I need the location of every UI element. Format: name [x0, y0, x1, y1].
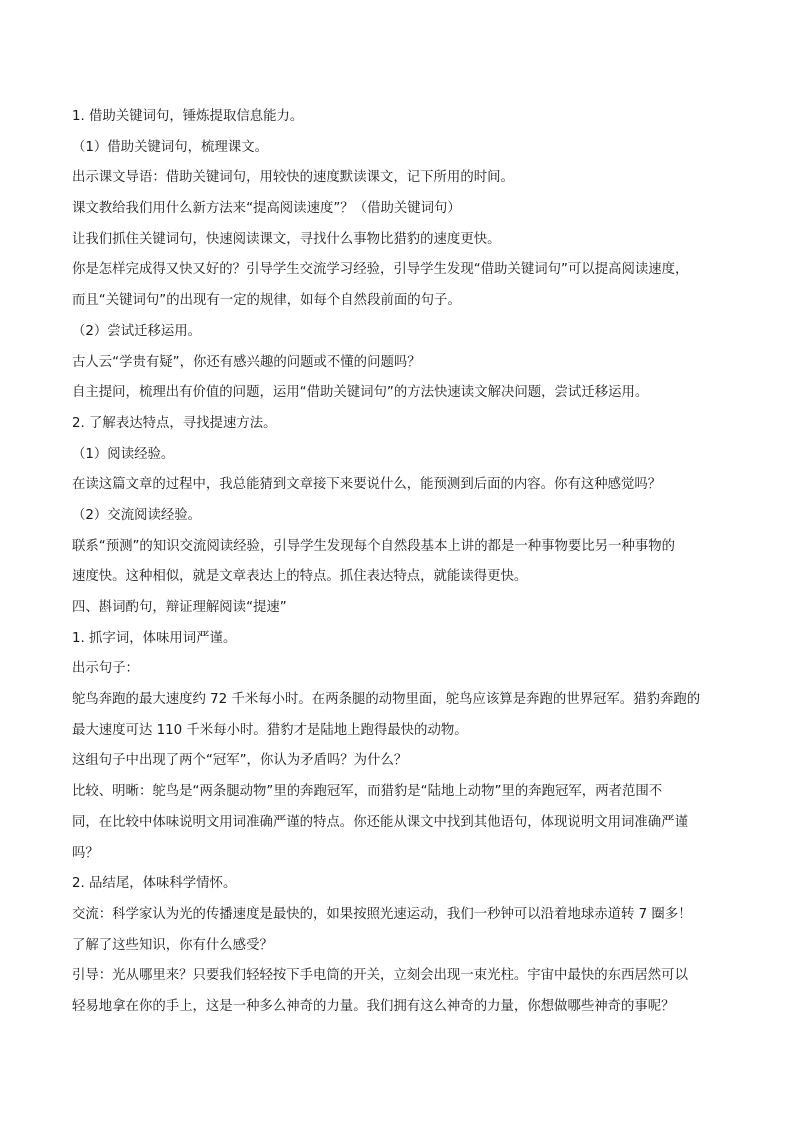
text-line-25: 吗？ [72, 845, 99, 861]
text-line-21: 最大速度可达 110 千米每小时。猎豹才是陆地上跑得最快的动物。 [72, 722, 468, 738]
text-line-28: 了解了这些知识，你有什么感受？ [72, 937, 273, 953]
text-line-17: 四、斟词酌句，辩证理解阅读“提速” [72, 600, 287, 615]
text-line-20: 鸵鸟奔跑的最大速度约 72 千米每小时。在两条腿的动物里面，鸵鸟应该算是奔跑的世界冠军。猎豹奔跑的 [72, 692, 701, 708]
text-line-10: 自主提问，梳理出有价值的问题，运用“借助关键词句”的方法快速读文解决问题，尝试迁移运用。 [72, 385, 649, 401]
text-line-7: 而且“关键词句”的出现有一定的规律，如每个自然段前面的句子。 [72, 293, 461, 309]
text-line-19: 出示句子： [72, 661, 139, 677]
text-line-12: （1）阅读经验。 [72, 446, 175, 462]
text-line-14: （2）交流阅读经验。 [72, 507, 202, 523]
text-line-15: 联系“预测”的知识交流阅读经验，引导学生发现每个自然段基本上讲的都是一种事物要比另一种事物的 [72, 538, 676, 554]
text-line-27: 交流：科学家认为光的传播速度是最快的，如果按照光速运动，我们一秒钟可以沿着地球赤道转 7 圈多！ [72, 906, 692, 922]
text-line-11: 2. 了解表达特点，寻找提速方法。 [72, 415, 277, 431]
text-line-23: 比较、明晰：鸵鸟是“两条腿动物”里的奔跑冠军，而猎豹是“陆地上动物”里的奔跑冠军，两者范围不 [72, 784, 663, 800]
text-line-6: 你是怎样完成得又快又好的？引导学生交流学习经验，引导学生发现“借助关键词句”可以提高阅读速度， [72, 262, 689, 278]
document-body [72, 102, 724, 1023]
text-line-26: 2. 品结尾，体味科学情怀。 [72, 876, 237, 892]
text-line-22: 这组句子中出现了两个“冠军”，你认为矛盾吗？为什么？ [72, 753, 408, 769]
text-line-9: 古人云“学贵有疑”，你还有感兴趣的问题或不懂的问题吗？ [72, 354, 421, 370]
text-line-30: 轻易地拿在你的手上，这是一种多么神奇的力量。我们拥有这么神奇的力量，你想做哪些神奇的事呢？ [72, 998, 675, 1014]
text-line-3: 出示课文导语：借助关键词句，用较快的速度默读课文，记下所用的时间。 [72, 170, 514, 186]
text-line-24: 同，在比较中体味说明文用词准确严谨的特点。你还能从课文中找到其他语句，体现说明文用词准确严谨 [72, 814, 688, 830]
text-line-5: 让我们抓住关键词句，快速阅读课文，寻找什么事物比猎豹的速度更快。 [72, 231, 501, 247]
text-line-1: 1. 借助关键词句，锤炼提取信息能力。 [72, 109, 304, 124]
text-line-4: 课文教给我们用什么新方法来“提高阅读速度”？（借助关键词句） [72, 201, 461, 217]
text-line-13: 在读这篇文章的过程中，我总能猜到文章接下来要说什么，能预测到后面的内容。你有这种感觉吗？ [72, 477, 662, 493]
text-line-8: （2）尝试迁移运用。 [72, 323, 202, 339]
text-line-29: 引导：光从哪里来？只要我们轻轻按下手电筒的开关，立刻会出现一束光柱。宇宙中最快的东西居然可以 [72, 968, 688, 984]
text-line-16: 速度快。这种相似，就是文章表达上的特点。抓住表达特点，就能读得更快。 [72, 569, 528, 585]
text-line-2: （1）借助关键词句，梳理课文。 [72, 139, 268, 155]
text-line-18: 1. 抓字词，体味用词严谨。 [72, 630, 237, 646]
